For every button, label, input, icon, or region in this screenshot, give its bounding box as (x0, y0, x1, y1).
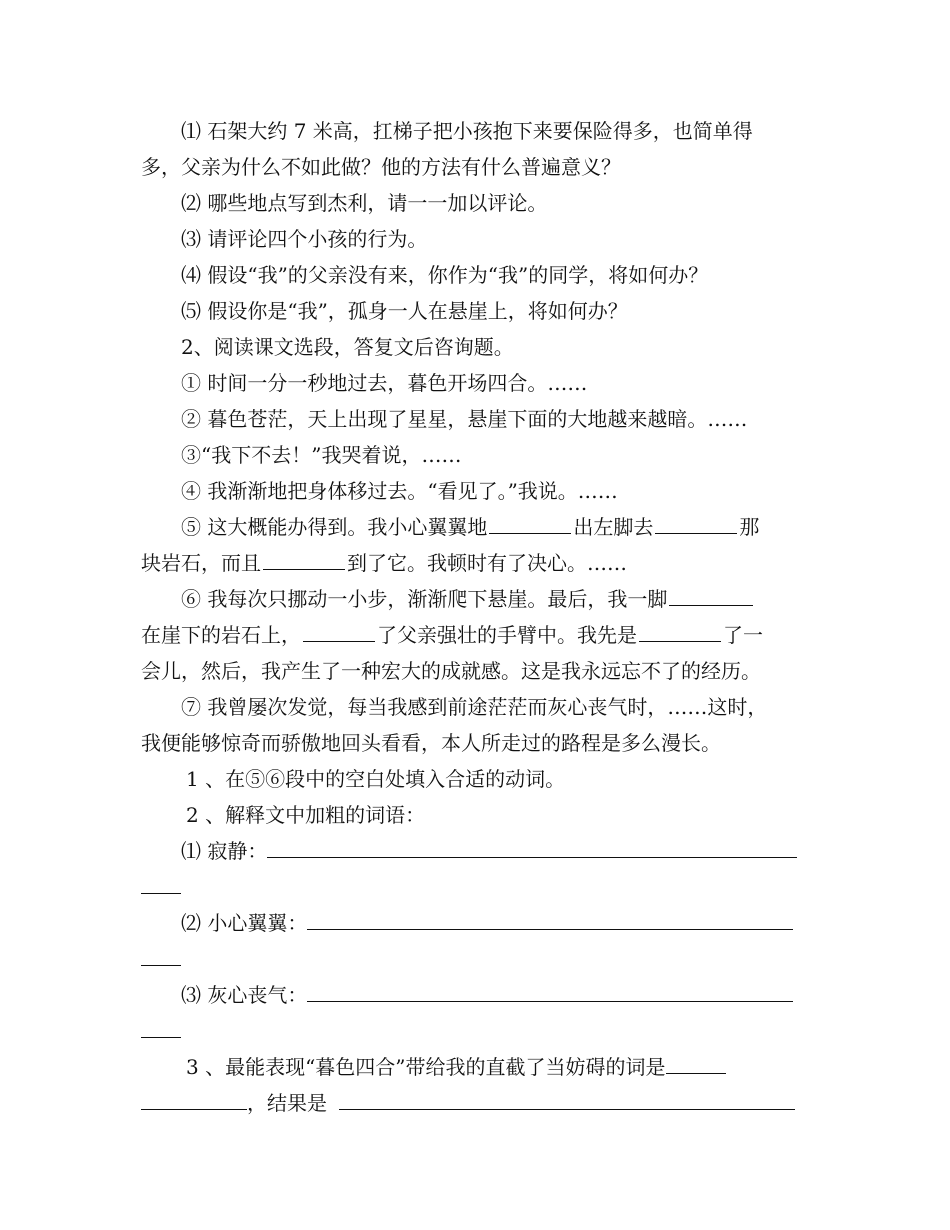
task-2-item-1-label: ⑴ 寂静： (181, 839, 268, 863)
blank-line[interactable] (489, 515, 571, 534)
task-2: 2 、解释文中加粗的词语： (186, 803, 426, 827)
excerpt-paragraph-6-line-2 (141, 621, 811, 649)
p5-text-d: 块岩石，而且 (141, 551, 261, 575)
question-2-line: ⑵ 哪些地点写到杰利，请一一加以评论。 (181, 191, 548, 215)
answer-line[interactable] (307, 911, 793, 930)
answer-line[interactable] (267, 839, 797, 858)
task-1: 1 、在⑤⑥段中的空白处填入合适的动词。 (186, 767, 566, 791)
excerpt-paragraph-1: ① 时间一分一秒地过去，暮色开场四合。…… (181, 371, 588, 395)
answer-line[interactable] (141, 1019, 181, 1038)
task-2-item-3 (181, 981, 811, 1009)
task-3-text-b: ，结果是 (247, 1091, 327, 1115)
task-3-text-a: 3 、最能表现“暮色四合”带给我的直截了当妨碍的词是 (186, 1055, 666, 1079)
p6-text-c: 了父亲强壮的手臂中。我先是 (377, 623, 637, 647)
task-3-line-1 (186, 1053, 811, 1081)
task-2-item-3-label: ⑶ 灰心丧气： (181, 983, 308, 1007)
excerpt-paragraph-4: ④ 我渐渐地把身体移过去。“看见了。”我说。…… (181, 479, 618, 503)
excerpt-paragraph-2: ② 暮色苍茫，天上出现了星星，悬崖下面的大地越来越暗。…… (181, 407, 748, 431)
blank-line[interactable] (639, 623, 721, 642)
question-1-line-2: 多，父亲为什么不如此做？他的方法有什么普遍意义？ (141, 155, 621, 179)
answer-line[interactable] (141, 1091, 247, 1110)
task-3-line-2 (141, 1089, 811, 1117)
task-2-item-2-continuation (141, 945, 811, 973)
p5-text-e: 到了它。我顿时有了决心。…… (347, 551, 627, 575)
excerpt-paragraph-7-line-1: ⑦ 我曾屡次发觉，每当我感到前途茫茫而灰心丧气时，……这时， (181, 695, 768, 719)
answer-line[interactable] (339, 1091, 795, 1110)
p5-text-b: 出左脚去 (573, 515, 654, 539)
task-2-item-3-continuation (141, 1017, 811, 1045)
p5-text-c: 那 (739, 515, 760, 539)
excerpt-paragraph-5-line-1 (181, 513, 811, 541)
excerpt-paragraph-6-line-1 (181, 585, 811, 613)
question-1-line-1: ⑴ 石架大约 7 米高，扛梯子把小孩抱下来要保险得多，也简单得 (181, 119, 753, 143)
excerpt-paragraph-3: ③“我下不去！”我哭着说，…… (181, 443, 462, 467)
answer-line[interactable] (307, 983, 793, 1002)
question-5-line: ⑸ 假设你是“我”，孤身一人在悬崖上，将如何办？ (181, 299, 628, 323)
excerpt-paragraph-5-line-2 (141, 549, 811, 577)
answer-line[interactable] (666, 1055, 726, 1074)
answer-line[interactable] (141, 947, 181, 966)
task-2-item-1 (181, 837, 811, 865)
p6-text-a: ⑥ 我每次只挪动一小步，渐渐爬下悬崖。最后，我一脚 (181, 587, 668, 611)
blank-line[interactable] (655, 515, 737, 534)
excerpt-paragraph-6-line-3: 会儿，然后，我产生了一种宏大的成就感。这是我永远忘不了的经历。 (141, 659, 761, 683)
section-2-heading: 2、阅读课文选段，答复文后咨询题。 (181, 335, 514, 359)
task-2-item-2 (181, 909, 811, 937)
answer-line[interactable] (141, 875, 181, 894)
p5-text-a: ⑤ 这大概能办得到。我小心翼翼地 (181, 515, 488, 539)
p6-text-d: 了一 (723, 623, 763, 647)
question-3-line: ⑶ 请评论四个小孩的行为。 (181, 227, 428, 251)
question-4-line: ⑷ 假设“我”的父亲没有来，你作为“我”的同学，将如何办？ (181, 263, 709, 287)
task-2-item-1-continuation (141, 873, 811, 901)
blank-line[interactable] (263, 551, 345, 570)
blank-line[interactable] (669, 587, 753, 606)
task-2-item-2-label: ⑵ 小心翼翼： (181, 911, 308, 935)
excerpt-paragraph-7-line-2: 我便能够惊奇而骄傲地回头看看，本人所走过的路程是多么漫长。 (141, 731, 721, 755)
p6-text-b: 在崖下的岩石上， (141, 623, 301, 647)
blank-line[interactable] (303, 623, 375, 642)
